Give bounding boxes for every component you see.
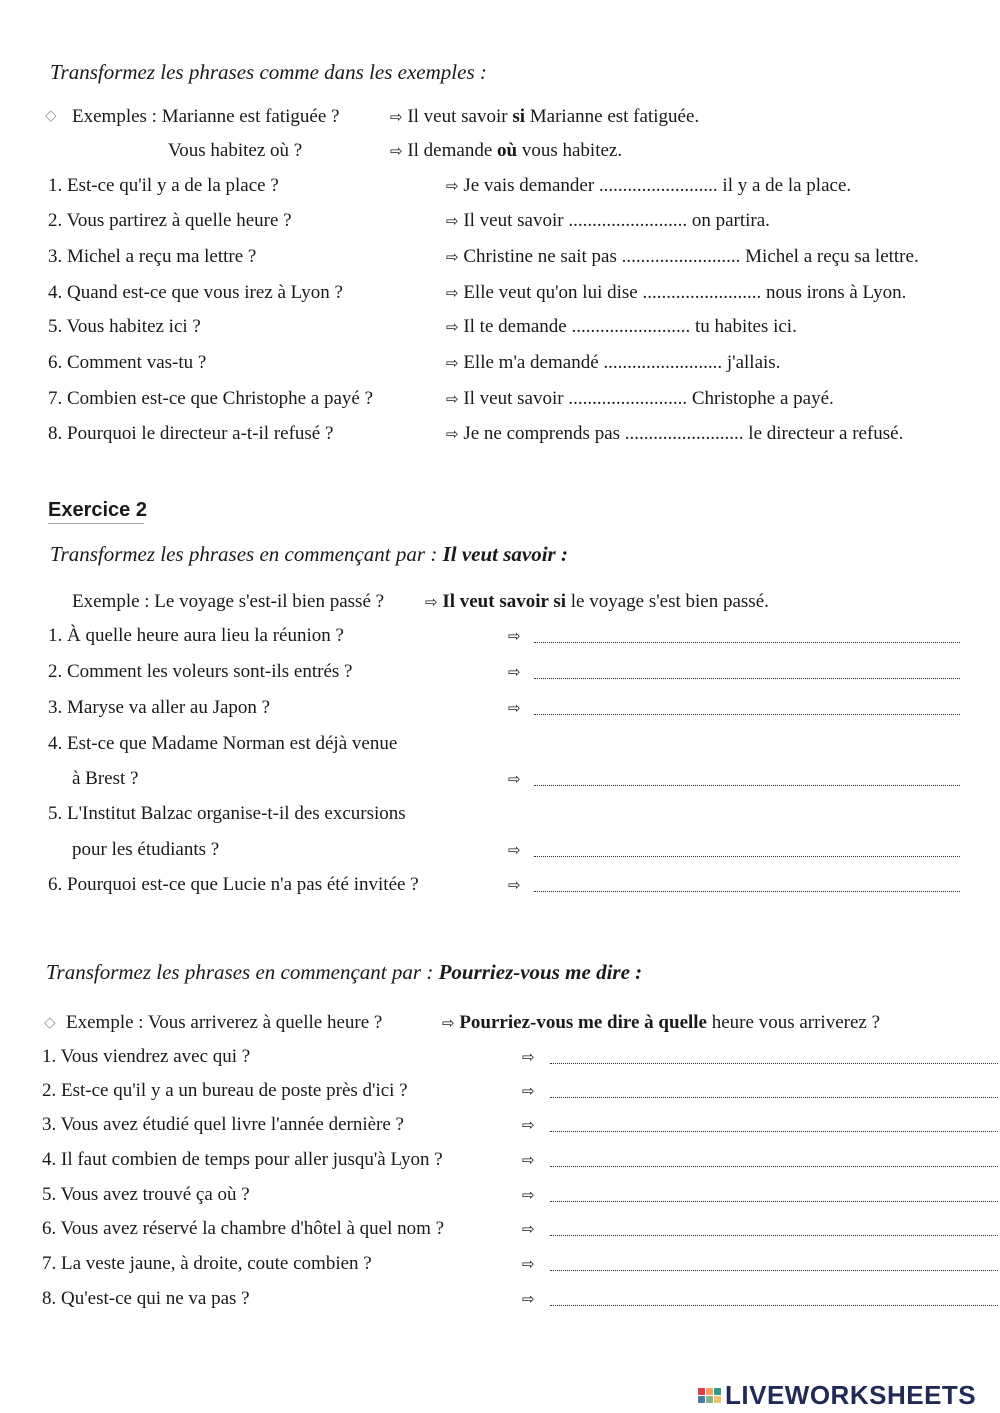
s1-item-question: 8. Pourquoi le directeur a-t-il refusé ?: [48, 423, 334, 444]
s3-answer-line[interactable]: [550, 1270, 998, 1271]
arrow-icon: ⇨: [508, 770, 521, 788]
s1-item-answer: ⇨ Elle m'a demandé ......................... j'allais.: [446, 352, 781, 373]
s3-item-question: 7. La veste jaune, à droite, coute combien ?: [42, 1253, 372, 1274]
s2-answer-line[interactable]: [534, 678, 960, 679]
s3-answer-line[interactable]: [550, 1201, 998, 1202]
s1-blank[interactable]: .........................: [568, 388, 688, 409]
s1-example2-question: Vous habitez où ?: [168, 140, 303, 161]
arrow-icon: ⇨: [446, 212, 459, 230]
s2-item-question-cont: à Brest ?: [72, 768, 139, 789]
s1-item-question: 1. Est-ce qu'il y a de la place ?: [48, 175, 279, 196]
s1-item-answer: ⇨ Il te demande ......................... tu habites ici.: [446, 316, 797, 337]
heading-underline: [48, 523, 144, 524]
s1-item-question: 6. Comment vas-tu ?: [48, 352, 207, 373]
s2-item-question-cont: pour les étudiants ?: [72, 839, 220, 860]
arrow-icon: ⇨: [522, 1151, 535, 1169]
s1-item-answer: ⇨ Il veut savoir ......................... Christophe a payé.: [446, 388, 834, 409]
s3-answer-line[interactable]: [550, 1305, 998, 1306]
s3-item-question: 3. Vous avez étudié quel livre l'année dernière ?: [42, 1114, 404, 1135]
s1-blank[interactable]: .........................: [568, 210, 688, 231]
s3-example-answer: ⇨ Pourriez-vous me dire à quelle heure vous arriverez ?: [442, 1012, 881, 1033]
arrow-icon: ⇨: [508, 663, 521, 681]
s2-answer-line[interactable]: [534, 891, 960, 892]
s2-item-question: 6. Pourquoi est-ce que Lucie n'a pas été invitée ?: [48, 874, 419, 895]
s3-item-question: 1. Vous viendrez avec qui ?: [42, 1046, 251, 1067]
s1-example2-answer: ⇨ Il demande où vous habitez.: [390, 140, 623, 161]
s3-answer-line[interactable]: [550, 1235, 998, 1236]
arrow-icon: ⇨: [522, 1116, 535, 1134]
s1-blank[interactable]: .........................: [603, 352, 723, 373]
s1-item-question: 7. Combien est-ce que Christophe a payé ?: [48, 388, 374, 409]
s3-answer-line[interactable]: [550, 1166, 998, 1167]
liveworksheets-logo[interactable]: [698, 1380, 998, 1410]
arrow-icon: ⇨: [522, 1290, 535, 1308]
s1-item-answer: ⇨ Il veut savoir ......................... on partira.: [446, 210, 770, 231]
s1-item-answer: ⇨ Christine ne sait pas ......................... Michel a reçu sa lettre.: [446, 246, 919, 267]
s2-answer-line[interactable]: [534, 642, 960, 643]
s1-blank[interactable]: .........................: [598, 175, 718, 196]
arrow-icon: ⇨: [446, 248, 459, 266]
logo-grid-icon: [698, 1388, 721, 1403]
arrow-icon: ⇨: [446, 318, 459, 336]
s2-example-answer: ⇨ Il veut savoir si le voyage s'est bien passé.: [425, 591, 769, 612]
s2-item-question: 2. Comment les voleurs sont-ils entrés ?: [48, 661, 353, 682]
arrow-icon: ⇨: [446, 354, 459, 372]
s3-item-question: 5. Vous avez trouvé ça où ?: [42, 1184, 250, 1205]
arrow-icon: ⇨: [522, 1255, 535, 1273]
s3-item-question: 6. Vous avez réservé la chambre d'hôtel à quel nom ?: [42, 1218, 445, 1239]
arrow-icon: ⇨: [446, 284, 459, 302]
s2-example-question: Exemple : Le voyage s'est-il bien passé ?: [72, 591, 385, 612]
arrow-icon: ⇨: [508, 876, 521, 894]
s1-blank[interactable]: .........................: [642, 282, 762, 303]
arrow-icon: ⇨: [390, 108, 403, 126]
arrow-icon: ⇨: [446, 177, 459, 195]
s1-blank[interactable]: .........................: [571, 316, 691, 337]
s1-item-question: 4. Quand est-ce que vous irez à Lyon ?: [48, 282, 343, 303]
s3-answer-line[interactable]: [550, 1063, 998, 1064]
s1-item-question: 5. Vous habitez ici ?: [48, 316, 201, 337]
exercise2-heading: Exercice 2: [48, 499, 147, 521]
s3-item-question: 2. Est-ce qu'il y a un bureau de poste près d'ici ?: [42, 1080, 408, 1101]
s2-answer-line[interactable]: [534, 856, 960, 857]
s1-item-answer: ⇨ Elle veut qu'on lui dise ......................... nous irons à Lyon.: [446, 282, 907, 303]
arrow-icon: ⇨: [522, 1186, 535, 1204]
s2-item-question: 5. L'Institut Balzac organise-t-il des excursions: [48, 803, 406, 824]
s3-item-question: 8. Qu'est-ce qui ne va pas ?: [42, 1288, 250, 1309]
arrow-icon: ⇨: [522, 1082, 535, 1100]
section3-instruction: Transformez les phrases en commençant par : Pourriez-vous me dire :: [46, 960, 643, 984]
logo-text: LIVEWORKSHEETS: [725, 1379, 977, 1410]
s1-blank[interactable]: .........................: [624, 423, 744, 444]
s2-answer-line[interactable]: [534, 785, 960, 786]
arrow-icon: ⇨: [508, 841, 521, 859]
s3-answer-line[interactable]: [550, 1097, 998, 1098]
s3-example-question: Exemple : Vous arriverez à quelle heure ?: [66, 1012, 383, 1033]
arrow-icon: ⇨: [446, 390, 459, 408]
s1-item-question: 3. Michel a reçu ma lettre ?: [48, 246, 257, 267]
arrow-icon: ⇨: [442, 1014, 455, 1032]
s2-answer-line[interactable]: [534, 714, 960, 715]
section1-instruction: Transformez les phrases comme dans les exemples :: [50, 60, 487, 84]
arrow-icon: ⇨: [390, 142, 403, 160]
example-marker-icon: ◇: [45, 108, 57, 124]
arrow-icon: ⇨: [508, 627, 521, 645]
s1-blank[interactable]: .........................: [621, 246, 741, 267]
s3-answer-line[interactable]: [550, 1131, 998, 1132]
s2-item-question: 3. Maryse va aller au Japon ?: [48, 697, 271, 718]
s3-item-question: 4. Il faut combien de temps pour aller jusqu'à Lyon ?: [42, 1149, 443, 1170]
s1-example1-question: Exemples : Marianne est fatiguée ?: [72, 106, 340, 127]
arrow-icon: ⇨: [446, 425, 459, 443]
example-marker-icon: ◇: [44, 1015, 56, 1031]
s1-item-answer: ⇨ Je vais demander ......................... il y a de la place.: [446, 175, 852, 196]
arrow-icon: ⇨: [425, 593, 438, 611]
arrow-icon: ⇨: [522, 1048, 535, 1066]
s1-item-answer: ⇨ Je ne comprends pas ......................... le directeur a refusé.: [446, 423, 904, 444]
s2-item-question: 4. Est-ce que Madame Norman est déjà venue: [48, 733, 398, 754]
s2-item-question: 1. À quelle heure aura lieu la réunion ?: [48, 625, 344, 646]
s1-example1-answer: ⇨ Il veut savoir si Marianne est fatiguée.: [390, 106, 700, 127]
s1-item-question: 2. Vous partirez à quelle heure ?: [48, 210, 292, 231]
arrow-icon: ⇨: [508, 699, 521, 717]
section2-instruction: Transformez les phrases en commençant par : Il veut savoir :: [50, 542, 568, 566]
arrow-icon: ⇨: [522, 1220, 535, 1238]
